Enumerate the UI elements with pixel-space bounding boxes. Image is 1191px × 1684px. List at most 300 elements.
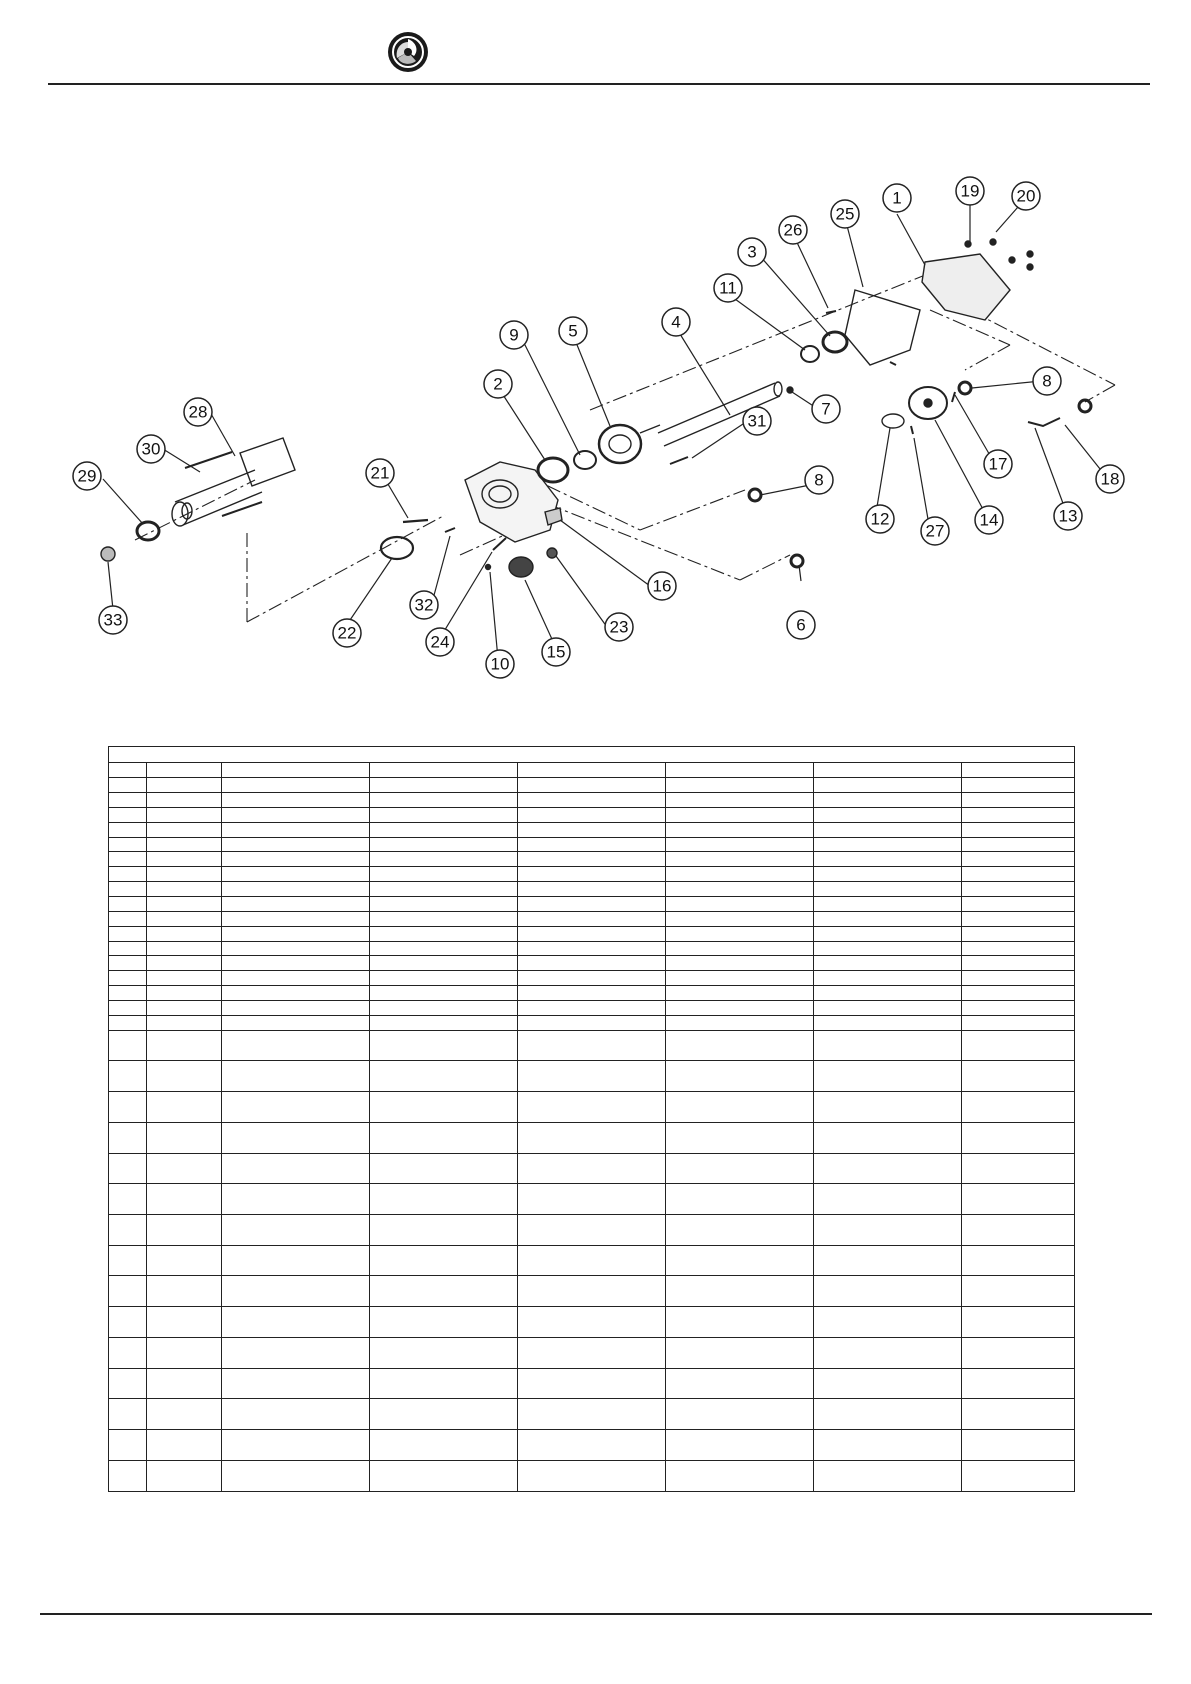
table-cell bbox=[109, 1092, 147, 1123]
table-cell bbox=[814, 1368, 962, 1399]
callout-8a: 8 bbox=[1042, 371, 1052, 391]
table-cell bbox=[109, 852, 147, 867]
table-cell bbox=[962, 763, 1075, 778]
table-cell bbox=[666, 1030, 814, 1061]
table-cell bbox=[109, 1214, 147, 1245]
table-cell bbox=[518, 1122, 666, 1153]
callout-7: 7 bbox=[821, 399, 831, 419]
table-cell bbox=[666, 852, 814, 867]
callout-21: 21 bbox=[370, 463, 390, 483]
table-row bbox=[109, 1092, 1075, 1123]
table-row bbox=[109, 882, 1075, 897]
table-cell bbox=[370, 971, 518, 986]
callout-14: 14 bbox=[979, 510, 999, 530]
table-cell bbox=[370, 837, 518, 852]
table-cell bbox=[814, 1276, 962, 1307]
callout-25: 25 bbox=[835, 204, 855, 224]
table-cell bbox=[962, 1015, 1075, 1030]
table-cell bbox=[370, 852, 518, 867]
table-cell bbox=[222, 763, 370, 778]
table-cell bbox=[370, 1276, 518, 1307]
table-cell bbox=[666, 763, 814, 778]
table-cell bbox=[666, 986, 814, 1001]
table-cell bbox=[109, 1245, 147, 1276]
table-cell bbox=[222, 941, 370, 956]
table-cell bbox=[222, 1092, 370, 1123]
table-cell bbox=[666, 926, 814, 941]
table-cell bbox=[518, 837, 666, 852]
table-cell bbox=[962, 1214, 1075, 1245]
table-cell bbox=[962, 1000, 1075, 1015]
table-cell bbox=[370, 1307, 518, 1338]
table-cell bbox=[109, 1030, 147, 1061]
table-cell bbox=[962, 1430, 1075, 1461]
table-cell bbox=[147, 1399, 222, 1430]
table-cell bbox=[109, 1000, 147, 1015]
table-cell bbox=[109, 807, 147, 822]
callout-27: 27 bbox=[925, 521, 945, 541]
callout-4: 4 bbox=[671, 312, 681, 332]
table-cell bbox=[222, 1153, 370, 1184]
table-cell bbox=[370, 807, 518, 822]
table-cell bbox=[109, 1430, 147, 1461]
table-row bbox=[109, 1015, 1075, 1030]
table-cell bbox=[109, 941, 147, 956]
table-cell bbox=[370, 1015, 518, 1030]
table-cell bbox=[962, 926, 1075, 941]
table-cell bbox=[518, 1214, 666, 1245]
table-cell bbox=[222, 852, 370, 867]
table-cell bbox=[147, 1092, 222, 1123]
callout-31: 31 bbox=[747, 411, 767, 431]
table-cell bbox=[666, 793, 814, 808]
table-cell bbox=[666, 1307, 814, 1338]
table-row bbox=[109, 1153, 1075, 1184]
table-row bbox=[109, 1337, 1075, 1368]
table-caption-row bbox=[109, 747, 1075, 763]
table-cell bbox=[109, 971, 147, 986]
table-cell bbox=[814, 837, 962, 852]
callout-22: 22 bbox=[337, 623, 357, 643]
table-cell bbox=[147, 1337, 222, 1368]
table-row bbox=[109, 778, 1075, 793]
table-cell bbox=[222, 882, 370, 897]
table-cell bbox=[666, 956, 814, 971]
table-cell bbox=[222, 1368, 370, 1399]
table-cell bbox=[370, 941, 518, 956]
table-cell bbox=[962, 807, 1075, 822]
callout-19: 19 bbox=[960, 181, 980, 201]
table-row bbox=[109, 1399, 1075, 1430]
table-cell bbox=[666, 822, 814, 837]
table-cell bbox=[222, 896, 370, 911]
table-cell bbox=[666, 807, 814, 822]
table-row bbox=[109, 807, 1075, 822]
table-cell bbox=[814, 852, 962, 867]
table-cell bbox=[109, 867, 147, 882]
table-row bbox=[109, 1430, 1075, 1461]
table-cell bbox=[222, 971, 370, 986]
table-cell bbox=[370, 1184, 518, 1215]
table-cell bbox=[666, 1337, 814, 1368]
table-cell bbox=[518, 911, 666, 926]
table-cell bbox=[109, 1368, 147, 1399]
table-cell bbox=[222, 1184, 370, 1215]
table-cell bbox=[814, 941, 962, 956]
table-cell bbox=[666, 1000, 814, 1015]
callout-5: 5 bbox=[568, 321, 578, 341]
table-cell bbox=[147, 1015, 222, 1030]
callout-11: 11 bbox=[719, 278, 737, 298]
callout-12: 12 bbox=[870, 509, 890, 529]
callout-23: 23 bbox=[609, 617, 629, 637]
table-row bbox=[109, 986, 1075, 1001]
table-row bbox=[109, 867, 1075, 882]
callout-6: 6 bbox=[796, 615, 806, 635]
table-cell bbox=[222, 837, 370, 852]
table-row bbox=[109, 1307, 1075, 1338]
table-cell bbox=[222, 1276, 370, 1307]
table-cell bbox=[518, 926, 666, 941]
table-cell bbox=[518, 1460, 666, 1491]
table-cell bbox=[147, 1153, 222, 1184]
table-row bbox=[109, 1460, 1075, 1491]
table-cell bbox=[109, 1184, 147, 1215]
table-cell bbox=[370, 1337, 518, 1368]
table-cell bbox=[370, 822, 518, 837]
table-row bbox=[109, 763, 1075, 778]
table-row bbox=[109, 896, 1075, 911]
table-cell bbox=[222, 1245, 370, 1276]
table-cell bbox=[814, 1061, 962, 1092]
table-cell bbox=[962, 1184, 1075, 1215]
table-cell bbox=[962, 941, 1075, 956]
table-cell bbox=[518, 1399, 666, 1430]
table-row bbox=[109, 1184, 1075, 1215]
table-cell bbox=[147, 882, 222, 897]
table-cell bbox=[370, 1430, 518, 1461]
table-cell bbox=[814, 1092, 962, 1123]
callout-28: 28 bbox=[188, 402, 208, 422]
table-cell bbox=[147, 1122, 222, 1153]
table-cell bbox=[370, 926, 518, 941]
table-cell bbox=[518, 956, 666, 971]
table-cell bbox=[666, 1460, 814, 1491]
table-row bbox=[109, 1122, 1075, 1153]
callout-26: 26 bbox=[783, 220, 803, 240]
table-cell bbox=[666, 1399, 814, 1430]
table-row bbox=[109, 1030, 1075, 1061]
table-cell bbox=[147, 852, 222, 867]
table-cell bbox=[370, 793, 518, 808]
table-cell bbox=[666, 1184, 814, 1215]
table-cell bbox=[962, 1337, 1075, 1368]
table-cell bbox=[666, 867, 814, 882]
table-cell bbox=[962, 867, 1075, 882]
table-cell bbox=[518, 867, 666, 882]
table-cell bbox=[814, 1245, 962, 1276]
table-cell bbox=[370, 956, 518, 971]
table-cell bbox=[147, 837, 222, 852]
table-cell bbox=[109, 986, 147, 1001]
table-cell bbox=[222, 1061, 370, 1092]
table-cell bbox=[147, 867, 222, 882]
table-cell bbox=[370, 1153, 518, 1184]
table-cell bbox=[962, 837, 1075, 852]
table-cell bbox=[666, 1092, 814, 1123]
table-cell bbox=[222, 867, 370, 882]
table-cell bbox=[222, 1399, 370, 1430]
table-cell bbox=[147, 793, 222, 808]
table-cell bbox=[962, 911, 1075, 926]
table-cell bbox=[147, 1245, 222, 1276]
callout-10: 10 bbox=[490, 654, 510, 674]
table-cell bbox=[222, 1460, 370, 1491]
exploded-parts-diagram bbox=[0, 170, 1191, 690]
table-cell bbox=[962, 1245, 1075, 1276]
table-cell bbox=[370, 1061, 518, 1092]
table-cell bbox=[666, 837, 814, 852]
table-cell bbox=[370, 1460, 518, 1491]
table-cell bbox=[518, 807, 666, 822]
table-cell bbox=[814, 822, 962, 837]
table-cell bbox=[222, 822, 370, 837]
table-cell bbox=[147, 807, 222, 822]
table-cell bbox=[109, 763, 147, 778]
table-cell bbox=[814, 793, 962, 808]
table-cell bbox=[370, 1368, 518, 1399]
table-cell bbox=[518, 1307, 666, 1338]
table-cell bbox=[666, 1015, 814, 1030]
table-cell bbox=[370, 1122, 518, 1153]
footer-divider bbox=[40, 1613, 1152, 1615]
table-cell bbox=[109, 956, 147, 971]
table-cell bbox=[370, 1092, 518, 1123]
table-cell bbox=[962, 1276, 1075, 1307]
callout-24: 24 bbox=[430, 632, 450, 652]
table-cell bbox=[518, 941, 666, 956]
table-cell bbox=[370, 778, 518, 793]
table-cell bbox=[109, 793, 147, 808]
table-cell bbox=[147, 1030, 222, 1061]
table-cell bbox=[147, 986, 222, 1001]
table-cell bbox=[147, 1460, 222, 1491]
table-cell bbox=[962, 1122, 1075, 1153]
table-cell bbox=[962, 971, 1075, 986]
table-cell bbox=[814, 956, 962, 971]
callout-15: 15 bbox=[546, 642, 566, 662]
table-cell bbox=[518, 1184, 666, 1215]
table-cell bbox=[518, 778, 666, 793]
table-row bbox=[109, 793, 1075, 808]
table-cell bbox=[222, 1122, 370, 1153]
table-cell bbox=[962, 1030, 1075, 1061]
table-cell bbox=[666, 1122, 814, 1153]
table-cell bbox=[370, 1214, 518, 1245]
table-row bbox=[109, 1276, 1075, 1307]
table-cell bbox=[518, 1430, 666, 1461]
table-cell bbox=[962, 1399, 1075, 1430]
table-cell bbox=[109, 896, 147, 911]
table-cell bbox=[147, 1061, 222, 1092]
table-cell bbox=[109, 1015, 147, 1030]
table-cell bbox=[814, 1000, 962, 1015]
table-cell bbox=[962, 1307, 1075, 1338]
table-cell bbox=[962, 852, 1075, 867]
table-cell bbox=[222, 911, 370, 926]
table-cell bbox=[109, 1307, 147, 1338]
table-cell bbox=[109, 911, 147, 926]
table-cell bbox=[814, 911, 962, 926]
table-cell bbox=[370, 1399, 518, 1430]
table-cell bbox=[666, 882, 814, 897]
table-cell bbox=[222, 1307, 370, 1338]
table-cell bbox=[666, 1153, 814, 1184]
table-cell bbox=[222, 986, 370, 1001]
table-cell bbox=[666, 911, 814, 926]
table-cell bbox=[814, 882, 962, 897]
callout-20: 20 bbox=[1016, 186, 1036, 206]
table-cell bbox=[222, 926, 370, 941]
table-cell bbox=[518, 822, 666, 837]
table-cell bbox=[518, 1245, 666, 1276]
table-cell bbox=[962, 793, 1075, 808]
table-cell bbox=[370, 763, 518, 778]
table-cell bbox=[666, 1061, 814, 1092]
table-row bbox=[109, 1214, 1075, 1245]
table-cell bbox=[222, 1337, 370, 1368]
table-row bbox=[109, 822, 1075, 837]
table-cell bbox=[222, 1000, 370, 1015]
table-cell bbox=[109, 1337, 147, 1368]
table-cell bbox=[370, 986, 518, 1001]
table-cell bbox=[962, 986, 1075, 1001]
table-cell bbox=[666, 778, 814, 793]
table-cell bbox=[666, 1430, 814, 1461]
table-cell bbox=[518, 1061, 666, 1092]
table-cell bbox=[962, 1061, 1075, 1092]
callout-13: 13 bbox=[1058, 506, 1078, 526]
table-cell bbox=[518, 986, 666, 1001]
table-cell bbox=[370, 911, 518, 926]
table-cell bbox=[666, 896, 814, 911]
table-cell bbox=[666, 971, 814, 986]
table-row bbox=[109, 956, 1075, 971]
table-cell bbox=[962, 778, 1075, 793]
table-cell bbox=[814, 778, 962, 793]
callout-3: 3 bbox=[747, 242, 757, 262]
table-cell bbox=[962, 1153, 1075, 1184]
table-cell bbox=[370, 1000, 518, 1015]
table-cell bbox=[370, 1030, 518, 1061]
table-cell bbox=[518, 971, 666, 986]
table-cell bbox=[370, 896, 518, 911]
callout-8b: 8 bbox=[814, 470, 824, 490]
table-cell bbox=[147, 1000, 222, 1015]
table-cell bbox=[147, 941, 222, 956]
table-cell bbox=[109, 1399, 147, 1430]
table-cell bbox=[147, 1276, 222, 1307]
parts-list-table bbox=[108, 746, 1075, 1492]
table-cell bbox=[962, 882, 1075, 897]
table-cell bbox=[666, 1214, 814, 1245]
table-cell bbox=[109, 837, 147, 852]
table-cell bbox=[109, 1061, 147, 1092]
table-cell bbox=[222, 1214, 370, 1245]
table-cell bbox=[518, 1092, 666, 1123]
table-cell bbox=[518, 1276, 666, 1307]
table-cell bbox=[518, 1368, 666, 1399]
table-cell bbox=[147, 1430, 222, 1461]
table-cell bbox=[814, 1307, 962, 1338]
table-cell bbox=[222, 807, 370, 822]
callout-18: 18 bbox=[1100, 469, 1120, 489]
table-cell bbox=[518, 1153, 666, 1184]
table-cell bbox=[109, 1122, 147, 1153]
table-cell bbox=[814, 1460, 962, 1491]
table-cell bbox=[518, 852, 666, 867]
table-cell bbox=[518, 896, 666, 911]
table-cell bbox=[962, 822, 1075, 837]
table-cell bbox=[814, 1399, 962, 1430]
table-cell bbox=[147, 1184, 222, 1215]
table-cell bbox=[666, 1276, 814, 1307]
table-cell bbox=[666, 941, 814, 956]
table-cell bbox=[370, 1245, 518, 1276]
table-cell bbox=[814, 807, 962, 822]
table-cell bbox=[814, 763, 962, 778]
table-cell bbox=[518, 763, 666, 778]
table-cell bbox=[814, 1015, 962, 1030]
table-cell bbox=[962, 1368, 1075, 1399]
table-row bbox=[109, 1000, 1075, 1015]
table-cell bbox=[814, 896, 962, 911]
table-cell bbox=[518, 882, 666, 897]
table-cell bbox=[814, 1184, 962, 1215]
table-row bbox=[109, 911, 1075, 926]
table-cell bbox=[109, 778, 147, 793]
table-row bbox=[109, 926, 1075, 941]
table-cell bbox=[518, 793, 666, 808]
table-cell bbox=[147, 971, 222, 986]
table-cell bbox=[962, 1092, 1075, 1123]
header-divider bbox=[48, 83, 1150, 85]
table-row bbox=[109, 1061, 1075, 1092]
callout-9: 9 bbox=[509, 325, 519, 345]
callout-1: 1 bbox=[892, 188, 902, 208]
table-cell bbox=[814, 1030, 962, 1061]
callout-2: 2 bbox=[493, 374, 503, 394]
callout-29: 29 bbox=[77, 466, 97, 486]
table-row bbox=[109, 837, 1075, 852]
table-cell bbox=[518, 1000, 666, 1015]
table-cell bbox=[147, 926, 222, 941]
brand-logo-icon bbox=[386, 30, 430, 74]
table-cell bbox=[222, 956, 370, 971]
table-cell bbox=[814, 1214, 962, 1245]
table-cell bbox=[147, 896, 222, 911]
table-cell bbox=[370, 882, 518, 897]
table-cell bbox=[666, 1245, 814, 1276]
table-cell bbox=[814, 1430, 962, 1461]
table-cell bbox=[147, 763, 222, 778]
table-cell bbox=[147, 1214, 222, 1245]
table-cell bbox=[222, 778, 370, 793]
callout-33: 33 bbox=[103, 610, 123, 630]
table-cell bbox=[109, 926, 147, 941]
table-row bbox=[109, 941, 1075, 956]
table-row bbox=[109, 1245, 1075, 1276]
